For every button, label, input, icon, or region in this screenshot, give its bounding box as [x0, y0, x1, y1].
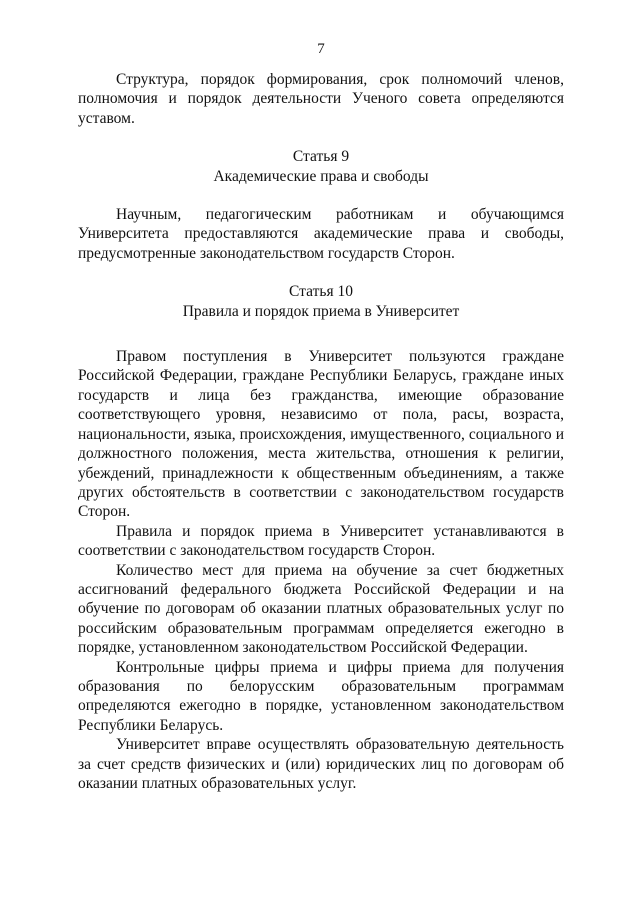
article-10-title: Правила и порядок приема в Университет	[182, 302, 460, 320]
document-page	[78, 40, 564, 793]
article-9-heading	[78, 147, 564, 186]
article-10-paragraph-3: Количество мест для приема на обучение за счет бюджетных ассигнований федерального бюджета Российской Федерации и на обучение по договорам об оказании платных образовательных услуг по российским образовательным программам определяется ежегодно в порядке, установленном законодательством Российской Федерации.	[78, 561, 564, 657]
article-10-heading	[78, 282, 564, 321]
article-10-paragraph-2: Правила и порядок приема в Университет устанавливаются в соответствии с законодательством государств Сторон.	[78, 522, 564, 560]
article-9-title: Академические права и свободы	[213, 167, 429, 185]
article-9-paragraph-1: Научным, педагогическим работникам и обучающимся Университета предоставляются академические права и свободы, предусмотренные законодательством государств Сторон.	[78, 206, 564, 262]
article-10-paragraph-5: Университет вправе осуществлять образовательную деятельность за счет средств физических и (или) юридических лиц по договорам об оказании платных образовательных услуг.	[78, 736, 564, 792]
page-number: 7	[317, 41, 325, 57]
article-9-number: Статья 9	[292, 148, 350, 166]
intro-paragraph: Структура, порядок формирования, срок полномочий членов, полномочия и порядок деятельности Ученого совета определяются уставом.	[78, 71, 564, 127]
article-10-paragraph-4: Контрольные цифры приема и цифры приема для получения образования по белорусским образовательным программам определяются ежегодно в порядке, установленном законодательством Республики Беларусь.	[78, 658, 564, 734]
article-10-number: Статья 10	[289, 283, 353, 301]
article-10-paragraph-1: Правом поступления в Университет пользуются граждане Российской Федерации, граждане Республики Беларусь, граждане иных государств и лица без гражданства, имеющие образование соответствующего уровня, независимо от пола, расы, возраста, национальности, языка, происхождения, имущественного, социального и должностного положения, места жительства, отношения к религии, убеждений, принадлежности к общественным объединениям, а также других обстоятельств в соответствии с законодательством государств Сторон.	[78, 348, 564, 521]
